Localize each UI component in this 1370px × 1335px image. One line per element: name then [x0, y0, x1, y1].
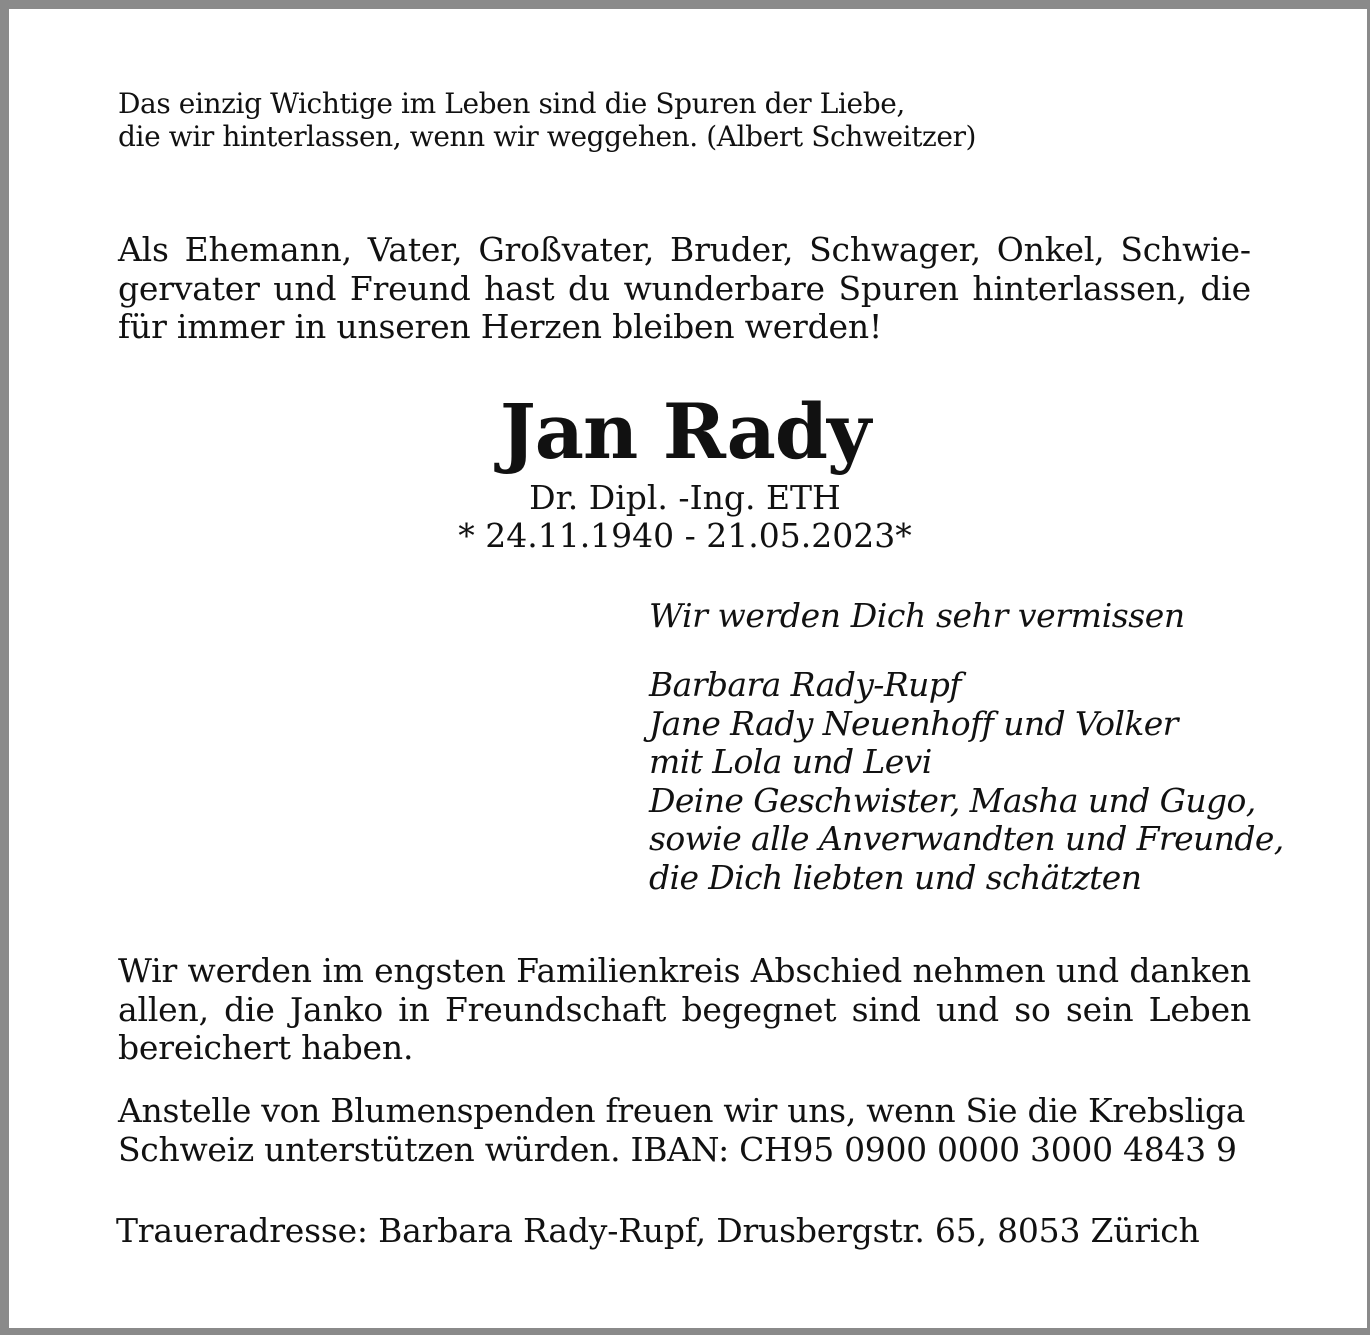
closing-line: Wir werden Dich sehr vermissen	[649, 596, 1185, 635]
mourners-list	[649, 666, 1284, 897]
mourner-line: sowie alle Anverwandten und Freunde,	[649, 819, 1284, 858]
mourner-line: mit Lola und Levi	[649, 742, 932, 781]
donation-line-1: Anstelle von Blumenspenden freuen wir uns, wenn Sie die Krebsliga	[118, 1091, 1246, 1130]
mourner-line: Deine Geschwister, Masha und Gugo,	[649, 780, 1256, 820]
life-dates: * 24.11.1940 - 21.05.2023*	[458, 516, 912, 555]
mourner-line: Jane Rady Neuenhoff und Volker	[649, 703, 1178, 743]
intro-paragraph: Als Ehemann, Vater, Großvater, Bruder, Schwager, Onkel, Schwiegervater und Freund hast du wunderbare Spuren hinterlassen, die für immer in unseren Herzen bleiben werden!	[118, 230, 1251, 346]
quote-line-1: Das einzig Wichtige im Leben sind die Spuren der Liebe,	[118, 87, 905, 120]
farewell-paragraph: Wir werden im engsten Familienkreis Abschied nehmen und danken allen, die Janko in Freundschaft begegnet sind und so sein Leben bereichert haben.	[118, 951, 1251, 1067]
mourner-line: die Dich liebten und schätzten	[649, 857, 1142, 897]
epigraph-quote	[118, 87, 1118, 153]
quote-line-2: die wir hinterlassen, wenn wir weggehen. (Albert Schweitzer)	[118, 120, 977, 153]
mourning-address: Traueradresse: Barbara Rady-Rupf, Drusbergstr. 65, 8053 Zürich	[116, 1211, 1200, 1250]
deceased-title: Dr. Dipl. -Ing. ETH	[529, 478, 841, 517]
donation-line-2: Schweiz unterstützen würden. IBAN: CH95 0900 0000 3000 4843 9	[118, 1129, 1237, 1169]
deceased-name: Jan Rady	[499, 387, 871, 476]
donation-paragraph	[118, 1092, 1251, 1169]
mourner-line: Barbara Rady-Rupf	[649, 665, 961, 704]
